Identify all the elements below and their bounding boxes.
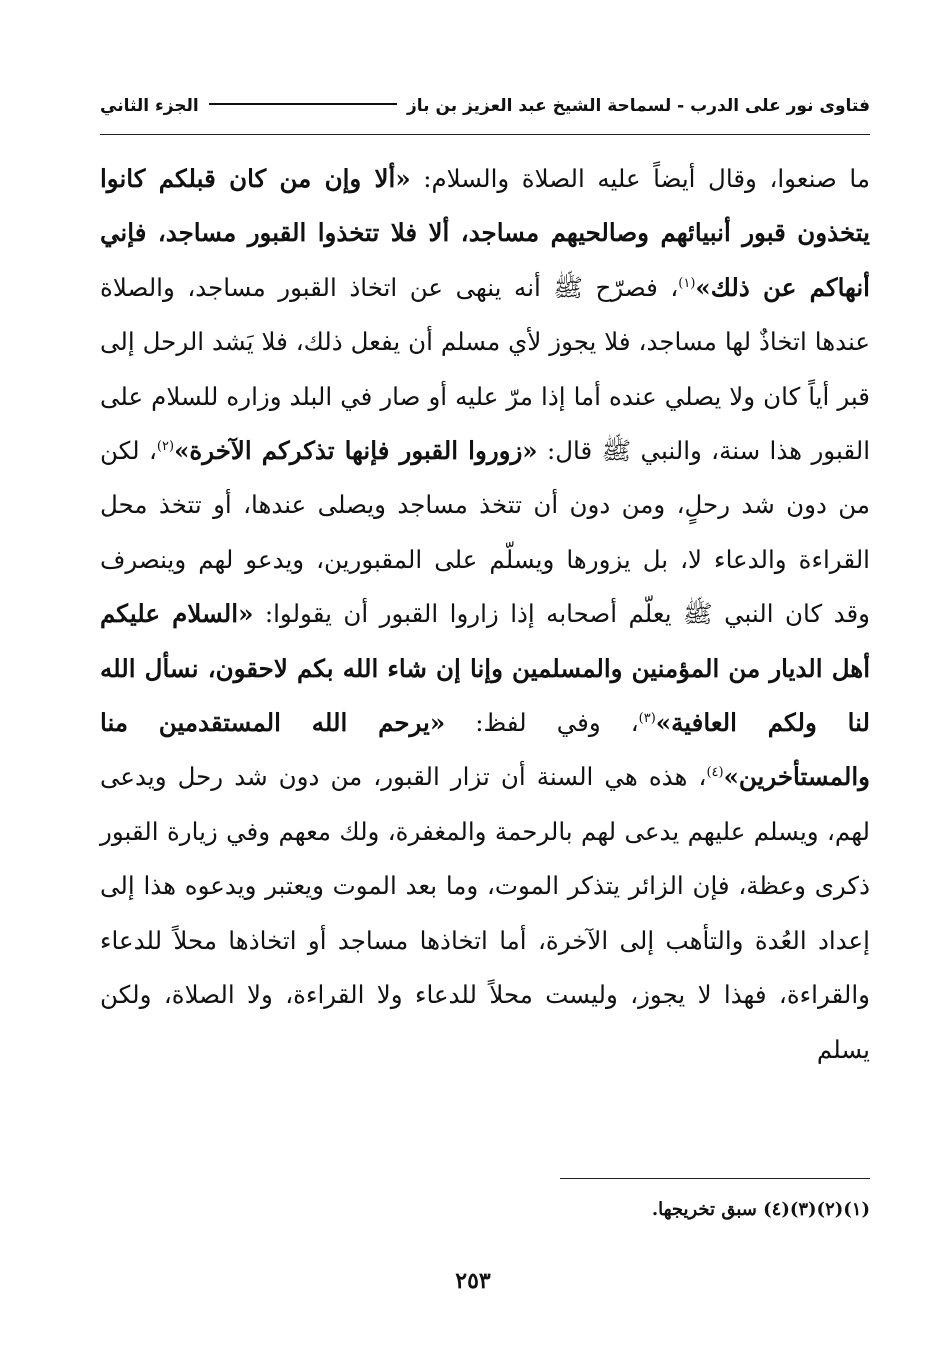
header-dash-rule	[209, 103, 397, 105]
text-segment: ، فصرّح ﷺ أنه ينهى عن اتخاذ القبور مساجد، والصلاة عندها اتخاذٌ لها مساجد، فلا يجوز لأي مسلم أن يفعل ذلك، فلا يَشد الرحل إلى قبر أياً كان ولا يصلي عنده أما إذا مرّ عليه أو صار في البلد وزاره للسلام على القبور هذا سنة، والنبي ﷺ قال:	[100, 272, 870, 466]
text-segment: ، لكن من دون شد رحلٍ، ومن دون أن تتخذ مساجد ويصلى عندها، أو تتخذ محل القراءة والدعاء لا، بل يزورها ويسلّم على المقبورين، ويدعو لهم وينصرف وقد كان النبي ﷺ يعلّم أصحابه إذا زاروا القبور أن يقولوا:	[100, 436, 870, 629]
hadith-quote: «زوروا القبور فإنها تذكركم الآخرة»	[174, 436, 538, 466]
running-header	[100, 96, 870, 116]
text-segment: ما صنعوا، وقال أيضاً عليه الصلاة والسلام:	[410, 164, 870, 193]
footnote-ref: (١)	[678, 275, 696, 291]
text-segment: ، وفي لفظ:	[445, 708, 639, 738]
footnote-divider	[560, 1178, 870, 1179]
book-title: فتاوى نور على الدرب - لسماحة الشيخ عبد العزيز بن باز	[407, 96, 870, 116]
volume-label: الجزء الثاني	[100, 96, 199, 116]
footnote-ref: (٣)	[638, 710, 656, 726]
footnote: (١)(٢)(٣)(٤) سبق تخريجها.	[651, 1199, 870, 1220]
header-divider	[100, 134, 870, 135]
footnote-ref: (٢)	[156, 438, 175, 454]
text-segment: ، هذه هي السنة أن تزار القبور، من دون شد رحل ويدعى لهم، ويسلم عليهم يدعى لهم بالرحمة والمغفرة، ولك معهم وفي زيارة القبور ذكرى وعظة، فإن الزائر يتذكر الموت، وما بعد الموت ويعتبر ويدعوه هذا إلى إعداد العُدة والتأهب إلى الآخرة، أما اتخاذها مساجد أو اتخاذها محلاً للدعاء والقراءة، فهذا لا يجوز، وليست محلاً للدعاء ولا القراءة، ولا الصلاة، ولكن يسلم	[100, 762, 870, 1064]
body-text	[100, 152, 870, 1077]
hadith-quote: «ألا وإن من كان قبلكم كانوا يتخذون قبور أنبيائهم وصالحيهم مساجد، ألا فلا تتخذوا القبور مساجد، فإني أنهاكم عن ذلك»	[100, 164, 870, 302]
hadith-quote: «يرحم الله المستقدمين منا والمستأخرين»	[100, 708, 871, 792]
hadith-quote: «السلام عليكم أهل الديار من المؤمنين والمسلمين وإنا إن شاء الله بكم لاحقون، نسأل الله لنا ولكم العافية»	[100, 599, 871, 738]
page-number: ٢٥٣	[455, 1268, 491, 1294]
footnote-ref: (٤)	[706, 765, 724, 781]
